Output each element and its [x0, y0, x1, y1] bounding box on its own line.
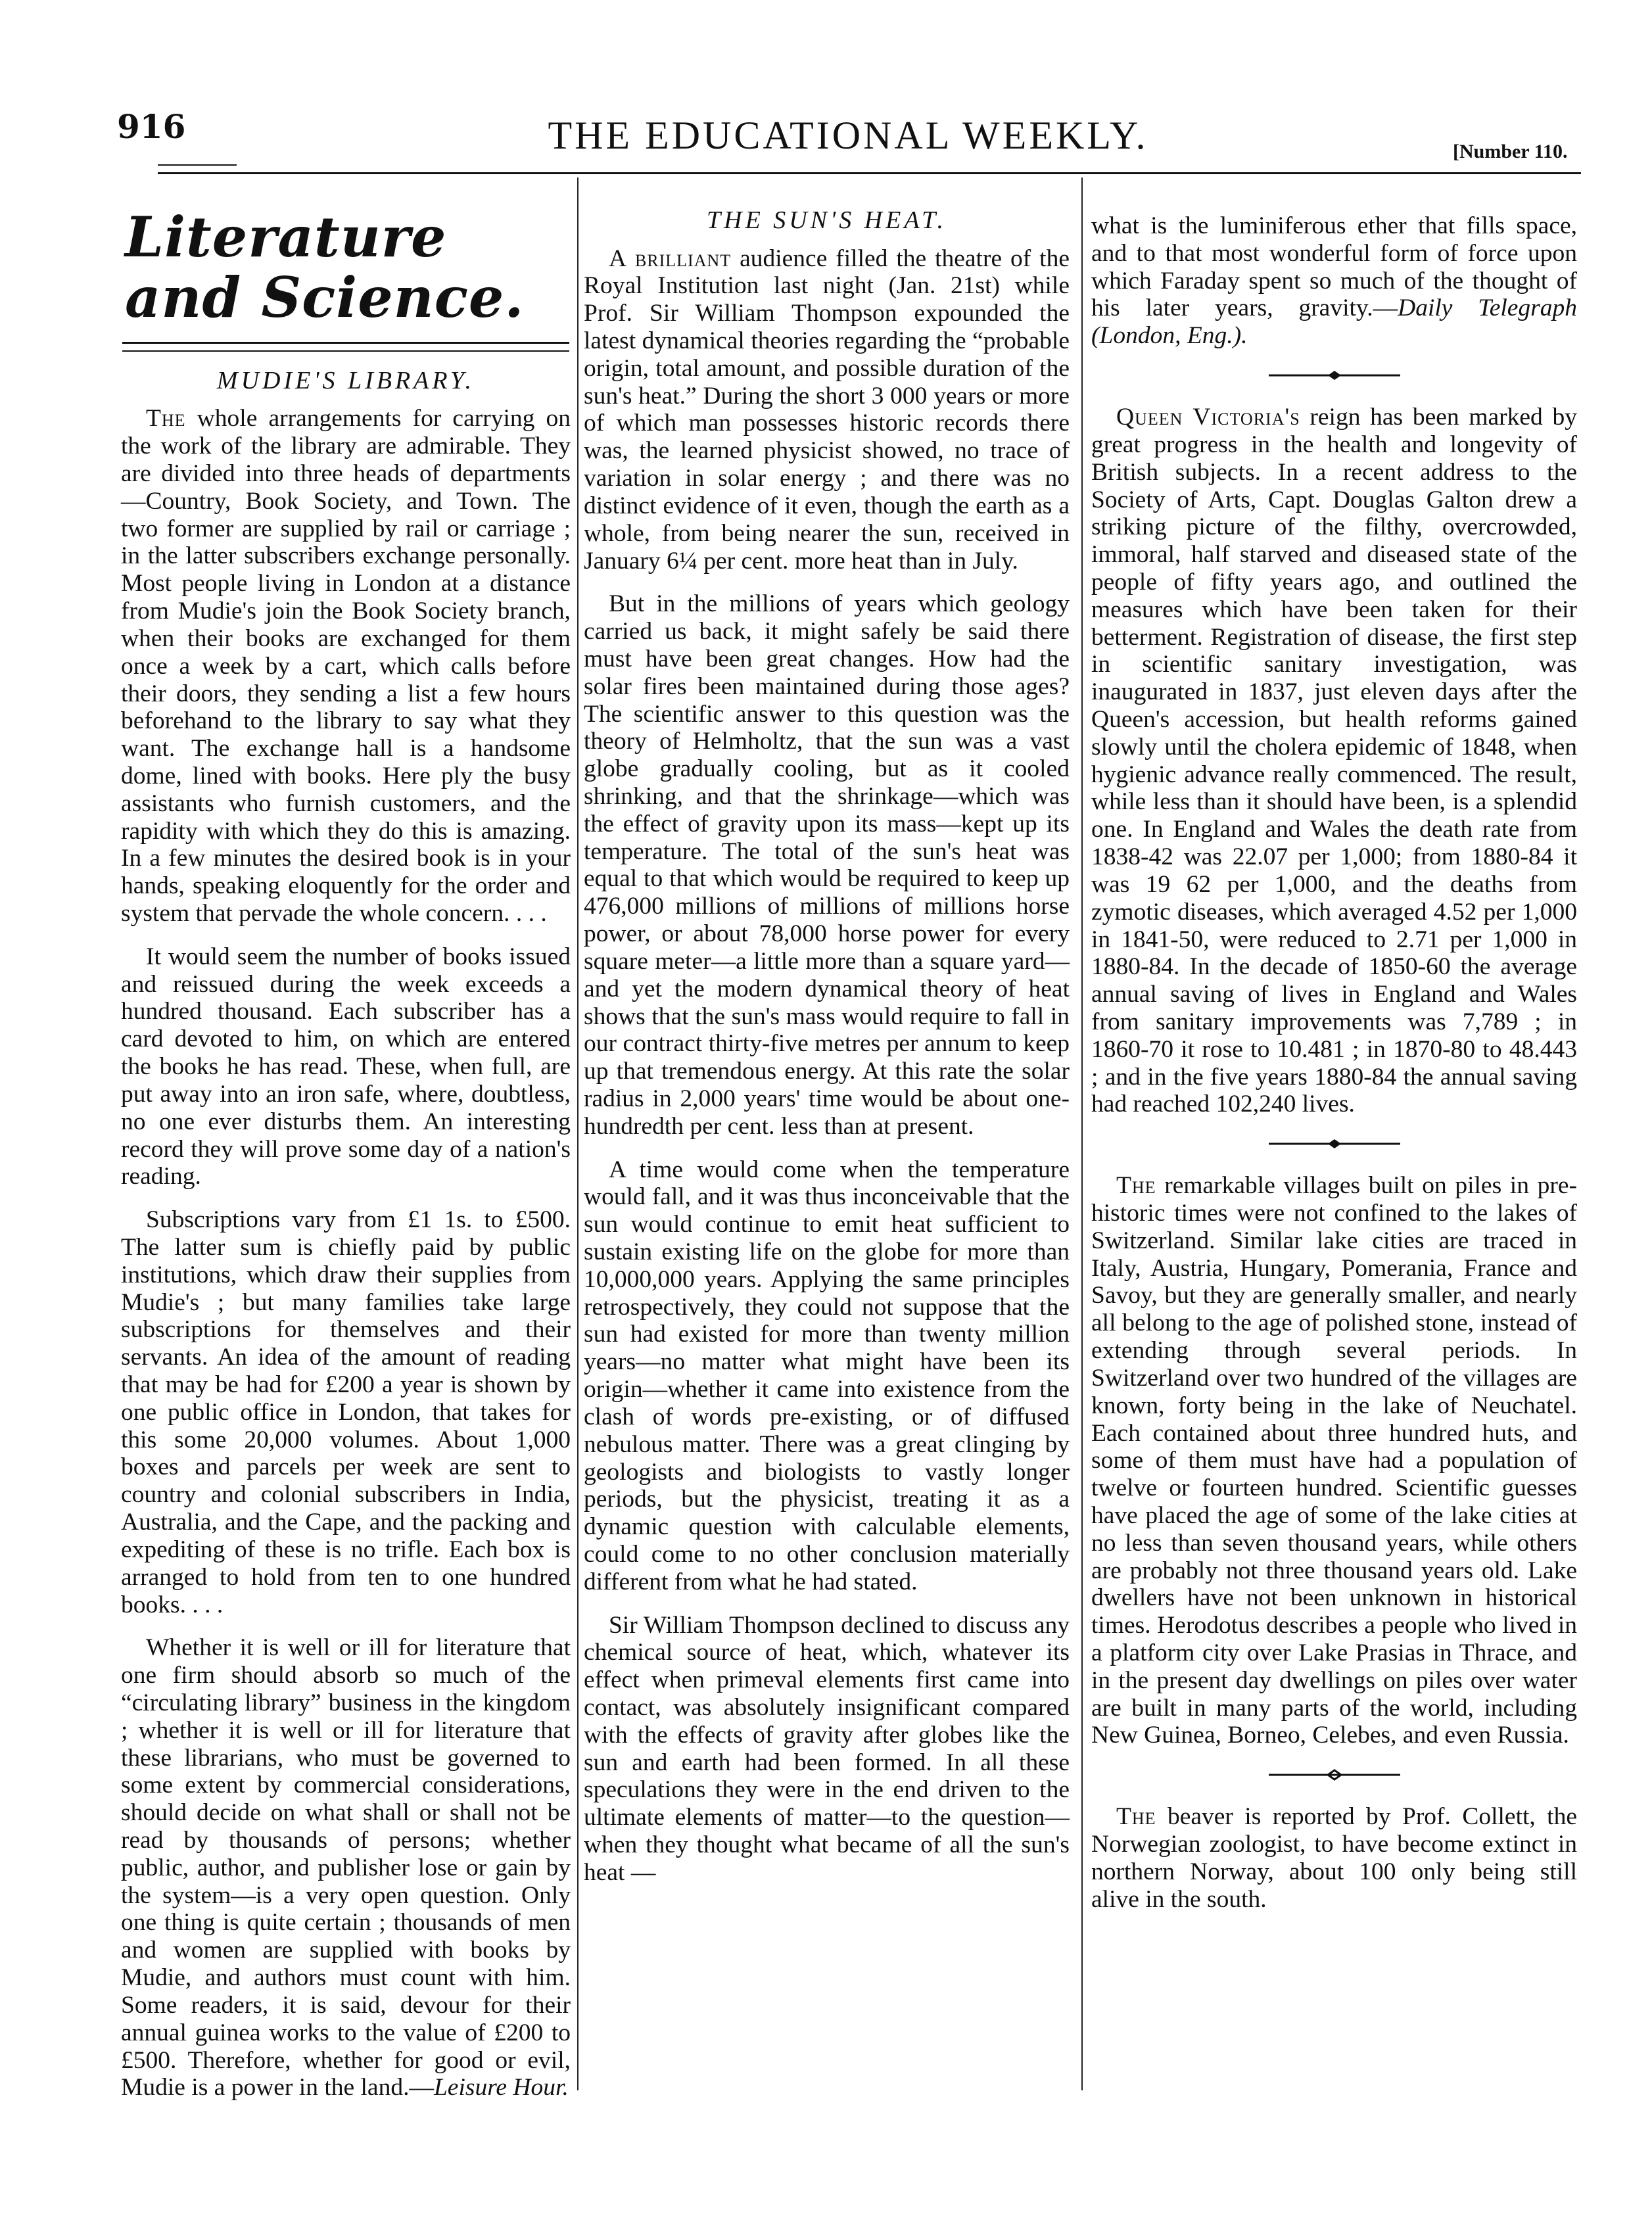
paragraph-text: remarkable villages built on piles in pre-historic times were not confined to the lakes of Switzerland. Similar lake cities are traced in Italy, Austria, Hungary, Pomerania, France and Savoy, but they are generally smaller, and nearly all belong to the age of polished stone, instead of extending through several periods. In Switzerland over two hundred of the villages are known, forty being in the lake of Neuchatel. Each contained about three hundred huts, and some of them must have had a population of twelve or fourteen hundred. Scientific guesses have placed the age of some of the lake cities at no less than seven thousand years, while others are probably not three thousand years old. Lake dwellers have not been unknown in historical times. Herodotus describes a people who lived in a platform city over Lake Prasias in Thrace, and in the present day dwellings on piles over water are built in many parts of the world, including New Guinea, Borneo, Celebes, and even Russia.: [1091, 1172, 1577, 1749]
paragraph-text: what is the luminiferous ether that fills space, and to that most wonderful form of force upon which Faraday spent so much of the thought of his later years, gravity.—: [1091, 212, 1577, 322]
article-suns-heat: [578, 206, 1075, 1887]
separator-ornament: [1262, 1765, 1407, 1785]
separator-ornament: [1262, 1134, 1407, 1154]
article-queen-victoria: [1091, 404, 1577, 1118]
lead-word: The: [1116, 1172, 1156, 1200]
section-title: Literature and Science.: [125, 204, 525, 331]
section-title-rule: [122, 342, 569, 352]
header-rule-accent: [158, 164, 237, 166]
paragraph-text: whole arrangements for carrying on the work of the library are admirable. They are divided into three heads of departments—Country, Book Society, and Town. The two former are supplied by rail or carriage ; in the latter subscribers exchange personally. Most people living in London at a distance from Mudie's join the Book Society branch, when their books are exchanged for them once a week by a cart, which calls before their doors, they sending a list a few hours beforehand to the library to say what they want. The exchange hall is a handsome dome, lined with books. Here ply the busy assistants who furnish customers, and the rapidity with which they do this is amazing. In a few minutes the desired book is in your hands, speaking eloquently for the order and system that pervade the whole concern. . . .: [121, 405, 571, 927]
lead-word: The: [146, 405, 186, 433]
paragraph-text: reign has been marked by great progress in the health and longevity of British subjects. In a recent address to the Society of Arts, Capt. Douglas Galton drew a striking picture of the filthy, overcrowded, immoral, half starved and diseased state of the people of fifty years ago, and outlined the measures which have been taken for their betterment. Registration of disease, the first step in scientific sanitary investigation, was inaugurated in 1837, just eleven days after the Queen's accession, but health reforms gained slowly until the cholera epidemic of 1848, when hygienic advance really commenced. The result, while less than it should have been, is a splendid one. In England and Wales the death rate from 1838-42 was 22.07 per 1,000; from 1880-84 it was 19 62 per 1,000, and the deaths from zymotic diseases, which averaged 4.52 per 1,000 in 1841-50, were reduced to 2.71 per 1,000 in 1880-84. In the decade of 1850-60 the average annual saving of lives in England and Wales from sanitary improvements was 7,789 ; in 1860-70 it rose to 10.481 ; in 1870-80 to 48.443 ; and in the five years 1880-84 the annual saving had reached 102,240 lives.: [1091, 404, 1578, 1118]
article-paragraph: It would seem the number of books issued and reissued during the week exceeds a hundred thousand. Each subscriber has a card devoted to him, on which are entered the books he has read. These, when full, are put away into an iron safe, where, doubtless, no one ever disturbs them. An interesting record they will prove some day of a nation's reading.: [121, 943, 571, 1190]
article-paragraph: [121, 1634, 571, 2102]
article-heading: MUDIE'S LIBRARY.: [216, 366, 475, 394]
lead-word: A brilliant: [609, 245, 732, 272]
column-3: [1086, 187, 1582, 1929]
lead-word: The: [1116, 1803, 1156, 1831]
column-divider-2: [1081, 177, 1083, 2090]
header-rule: [158, 172, 1581, 174]
publication-title: THE EDUCATIONAL WEEKLY.: [548, 114, 1148, 157]
article-heading: THE SUN'S HEAT.: [707, 206, 947, 234]
issue-number: [Number 110.: [1453, 141, 1568, 162]
column-2: [578, 187, 1075, 1902]
article-paragraph: But in the millions of years which geology carried us back, it might safely be said there must have been great changes. How had the solar fires been maintained during those ages? The scientific answer to this question was the theory of Helmholtz, that the sun was a vast globe gradually cooling, but as it cooled shrinking, and that the shrinkage—which was the effect of gravity upon its mass—kept up its temperature. The total of the sun's heat was equal to that which would be required to keep up 476,000 millions of millions of millions horse power, or about 78,000 horse power for every square meter—a little more than a square yard—and yet the modern dynamical theory of heat shows that the sun's mass would require to fall in our contract thirty-five metres per annum to keep up that tremendous energy. At this rate the solar radius in 2,000 years' time would be about one-hundredth per cent. less than at present.: [584, 590, 1070, 1140]
article-paragraph: A time would come when the temperature would fall, and it was thus inconceivable that the sun would continue to emit heat sufficient to sustain existing life on the globe for more than 10,000,000 years. Applying the same principles retrospectively, they could not suppose that the sun had existed for more than twenty million years—no matter what might have been its origin—whether it came into existence from the clash of words pre-existing, or of diffused nebulous matter. There was a great clinging by geologists and biologists to vastly longer periods, but the physicist, treating it as a dynamic question with calculable elements, could come to no other conclusion materially different from what he had stated.: [584, 1156, 1070, 1595]
source-citation: Leisure Hour.: [433, 2074, 569, 2102]
article-lake-villages: [1091, 1172, 1577, 1749]
article-paragraph: Sir William Thompson declined to discuss any chemical source of heat, which, whatever its effect when primeval elements first came into contact, was absolutely insignificant compared with the effects of gravity after globes like the sun and earth had been formed. In all these speculations they were in the end driven to the ultimate elements of matter—to the question—when they thought what became of all the sun's heat —: [584, 1611, 1070, 1886]
paragraph-text: Whether it is well or ill for literature that one firm should absorb so much of the “circulating library” business in the kingdom ; whether it is well or ill for literature that these librarians, who must be governed to some extent by commercial considerations, should decide on what shall or shall not be read by thousands of persons; whether public, author, and publisher lose or gain by the system—is a very open question. Only one thing is quite certain ; thousands of men and women are supplied with books by Mudie, and authors must count with him. Some readers, it is said, devour for their annual guinea works to the value of £200 to £500. Therefore, whether for good or evil, Mudie is a power in the land.—: [121, 1634, 571, 2102]
paragraph-text: audience filled the theatre of the Royal Institution last night (Jan. 21st) while Prof. Sir William Thompson expounded the latest dynamical theories regarding the “probable origin, total amount, and possible duration of the sun's heat.” During the short 3 000 years or more of which man possesses historic records there was, the learned physicist showed, no trace of variation in solar energy ; and there was no distinct evidence of it even, though the earth as a whole, from being nearer the sun, received in January 6¼ per cent. more heat than in July.: [584, 245, 1070, 575]
paragraph-text: beaver is reported by Prof. Collett, the Norwegian zoologist, to have become extinct in northern Norway, about 100 only being still alive in the south.: [1091, 1803, 1577, 1913]
article-mudies-library: [116, 366, 576, 2102]
page-number: 916: [117, 107, 186, 146]
article-paragraph: [121, 405, 571, 927]
source-citation: Daily Telegraph (London, Eng.).: [1091, 294, 1577, 350]
separator-ornament: [1262, 365, 1407, 385]
lead-word: Queen Victoria's: [1116, 404, 1300, 431]
article-paragraph: [584, 245, 1070, 575]
article-continuation: [1091, 212, 1577, 350]
column-1: [116, 187, 576, 2117]
article-paragraph: Subscriptions vary from £1 1s. to £500. The latter sum is chiefly paid by public institutions, which draw their supplies from Mudie's ; but many families take large subscriptions for themselves and their servants. An idea of the amount of reading that may be had for £200 a year is shown by one public office in London, that takes for this some 20,000 volumes. About 1,000 boxes and parcels per week are sent to country and colonial subscribers in India, Australia, and the Cape, and the packing and expediting of these is no trifle. Each box is arranged to hold from ten to one hundred books. . . .: [121, 1206, 571, 1618]
article-beaver: [1091, 1803, 1577, 1913]
